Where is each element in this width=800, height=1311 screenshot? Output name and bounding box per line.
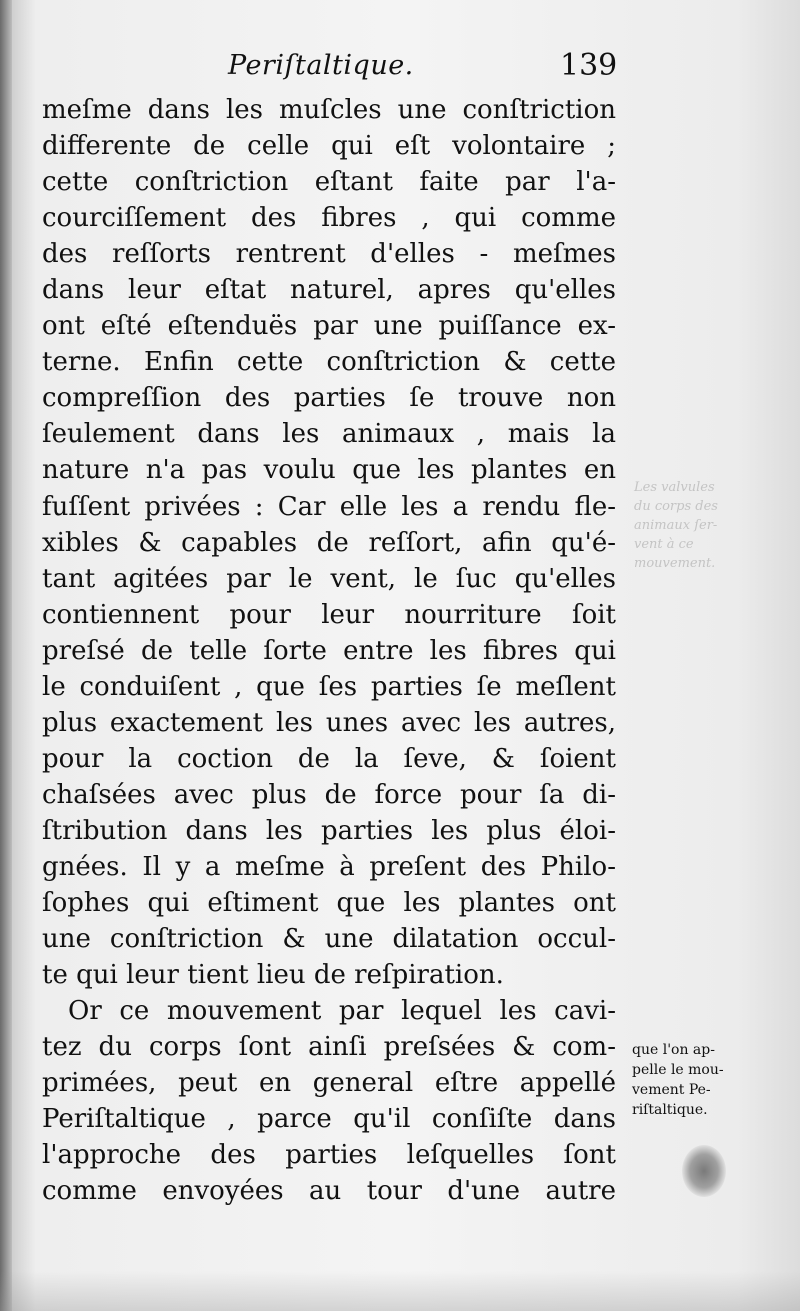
margin-note-line: que l'on ap- [632,1042,715,1058]
text-line: Periſtaltique , parce qu'il conſiſte dans [42,1104,616,1135]
text-line: fuſſent privées : Car elle les a rendu fle- [42,491,616,522]
text-line: chaſsées avec plus de force pour ſa di- [42,779,616,810]
text-line: primées, peut en general eſtre appellé [42,1068,616,1099]
text-line: differente de celle qui eſt volontaire ; [42,131,616,162]
page-header [0,44,800,84]
text-line: pour la coction de la ſeve, & ſoient [42,743,616,774]
text-line: preſsé de telle ſorte entre les fibres qui [42,635,616,666]
page-bottom-shade [0,1271,800,1311]
margin-note-line: vement Pe- [632,1082,711,1098]
page-gutter-shadow [0,0,12,1311]
bleed-through-margin-note [634,478,764,573]
bleed-through-line: vent à ce [634,537,694,552]
text-line: gnées. Il y a meſme à preſent des Philo- [42,851,616,882]
margin-note [632,1040,772,1120]
text-line: l'approche des parties leſquelles ſont [42,1140,616,1171]
text-line: ſeulement dans les animaux , mais la [42,419,616,450]
bleed-through-line: mouvement. [634,556,716,571]
page-number: 139 [560,48,618,83]
ink-smudge [682,1145,726,1197]
text-line: ſophes qui eſtiment que les plantes ont [42,888,616,919]
text-line: te qui leur tient lieu de reſpiration. [42,960,504,991]
text-line: contiennent pour leur nourriture ſoit [42,599,616,630]
body-text [42,92,616,1209]
text-line: comme envoyées au tour d'une autre [42,1176,616,1207]
text-line: une conſtriction & une dilatation occul- [42,924,616,955]
bleed-through-line: du corps des [634,499,718,514]
text-line: terne. Enfin cette conſtriction & cette [42,347,616,378]
running-title: Periſtaltique. [228,50,414,81]
text-line: ſtribution dans les parties les plus éloi- [42,815,616,846]
text-line: courciſſement des fibres , qui comme [42,203,616,234]
text-line: compreſſion des parties ſe trouve non [42,383,616,414]
text-line: cette conſtriction eſtant faite par l'a- [42,167,616,198]
text-line: ont eſté eſtenduës par une puiſſance ex- [42,311,616,342]
margin-note-line: riſtaltique. [632,1102,708,1118]
text-line: nature n'a pas voulu que les plantes en [42,455,616,486]
text-line: plus exactement les unes avec les autres, [42,707,616,738]
text-line: meſme dans les muſcles une conſtriction [42,95,616,125]
text-line: dans leur eſtat naturel, apres qu'elles [42,275,616,306]
text-line: tez du corps ſont ainſi preſsées & com- [42,1032,616,1063]
text-line: xibles & capables de reſſort, afin qu'é- [42,527,616,558]
margin-note-line: pelle le mou- [632,1062,724,1078]
text-line: le conduiſent , que ſes parties ſe meſlent [42,671,616,702]
bleed-through-line: Les valvules [634,480,715,495]
bleed-through-line: animaux ſer- [634,518,718,533]
text-line: tant agitées par le vent, le ſuc qu'elles [42,563,616,594]
text-line: des reſſorts rentrent d'elles - meſmes [42,239,616,270]
text-line: Or ce mouvement par lequel les cavi- [68,996,616,1027]
